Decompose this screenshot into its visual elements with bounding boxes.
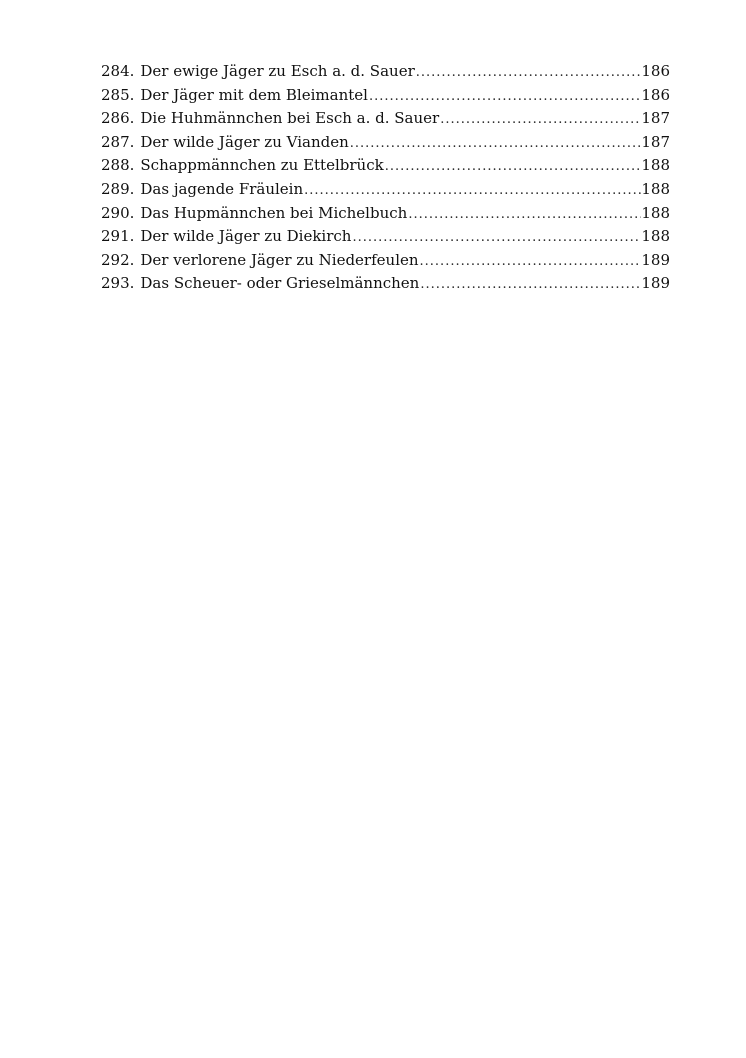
toc-entry-title: Das jagende Fräulein xyxy=(140,179,304,198)
toc-entry-number: 292. xyxy=(101,250,135,269)
toc-entry-number: 285. xyxy=(101,85,135,104)
toc-entry-page: 188 xyxy=(641,227,670,246)
toc-entry-page: 187 xyxy=(641,109,670,128)
toc-entry[interactable] xyxy=(101,202,670,226)
toc-entry-title: Der Jäger mit dem Bleimantel xyxy=(140,85,368,104)
toc-entry[interactable] xyxy=(101,60,670,84)
dot-leader xyxy=(351,226,641,249)
toc-entry[interactable] xyxy=(101,249,670,273)
toc-entry[interactable] xyxy=(101,107,670,131)
toc-entry-page: 186 xyxy=(641,62,670,80)
toc-entry-page: 186 xyxy=(641,85,670,104)
toc-entry[interactable] xyxy=(101,225,670,249)
dot-leader xyxy=(384,155,642,178)
toc-entry[interactable] xyxy=(101,272,670,296)
toc-entry-title: Das Hupmännchen bei Michelbuch xyxy=(140,203,408,222)
toc-entry-number: 291. xyxy=(101,227,135,246)
toc-entry-page: 188 xyxy=(641,156,670,175)
toc-entry-number: 293. xyxy=(101,274,135,293)
dot-leader xyxy=(407,203,641,226)
toc-entry[interactable] xyxy=(101,84,670,108)
toc-entry-title: Schappmännchen zu Ettelbrück xyxy=(140,156,384,175)
toc-entry-page: 189 xyxy=(641,274,670,293)
toc-entry-page: 188 xyxy=(641,203,670,222)
toc-entry-number: 289. xyxy=(101,179,135,198)
toc-entry[interactable] xyxy=(101,178,670,202)
toc-entry[interactable] xyxy=(101,131,670,155)
toc-entry-number: 286. xyxy=(101,109,135,128)
toc-entry-number: 288. xyxy=(101,156,135,175)
table-of-contents xyxy=(101,60,670,296)
toc-entry-title: Der verlorene Jäger zu Niederfeulen xyxy=(140,250,419,269)
dot-leader xyxy=(303,179,641,202)
toc-entry-number: 290. xyxy=(101,203,135,222)
toc-entry-number: 284. xyxy=(101,62,135,80)
toc-entry[interactable] xyxy=(101,154,670,178)
dot-leader xyxy=(419,250,642,273)
toc-entry-title: Das Scheuer- oder Grieselmännchen xyxy=(140,274,420,293)
toc-entry-page: 189 xyxy=(641,250,670,269)
toc-entry-page: 187 xyxy=(641,132,670,151)
toc-entry-title: Der wilde Jäger zu Vianden xyxy=(140,132,349,151)
toc-entry-title: Der ewige Jäger zu Esch a. d. Sauer xyxy=(140,62,415,80)
dot-leader xyxy=(415,61,642,84)
dot-leader xyxy=(439,108,641,131)
toc-entry-title: Die Huhmännchen bei Esch a. d. Sauer xyxy=(140,109,440,128)
dot-leader xyxy=(349,132,642,155)
dot-leader xyxy=(368,85,641,108)
toc-entry-page: 188 xyxy=(641,179,670,198)
dot-leader xyxy=(419,273,641,296)
toc-entry-number: 287. xyxy=(101,132,135,151)
toc-entry-title: Der wilde Jäger zu Diekirch xyxy=(140,227,352,246)
